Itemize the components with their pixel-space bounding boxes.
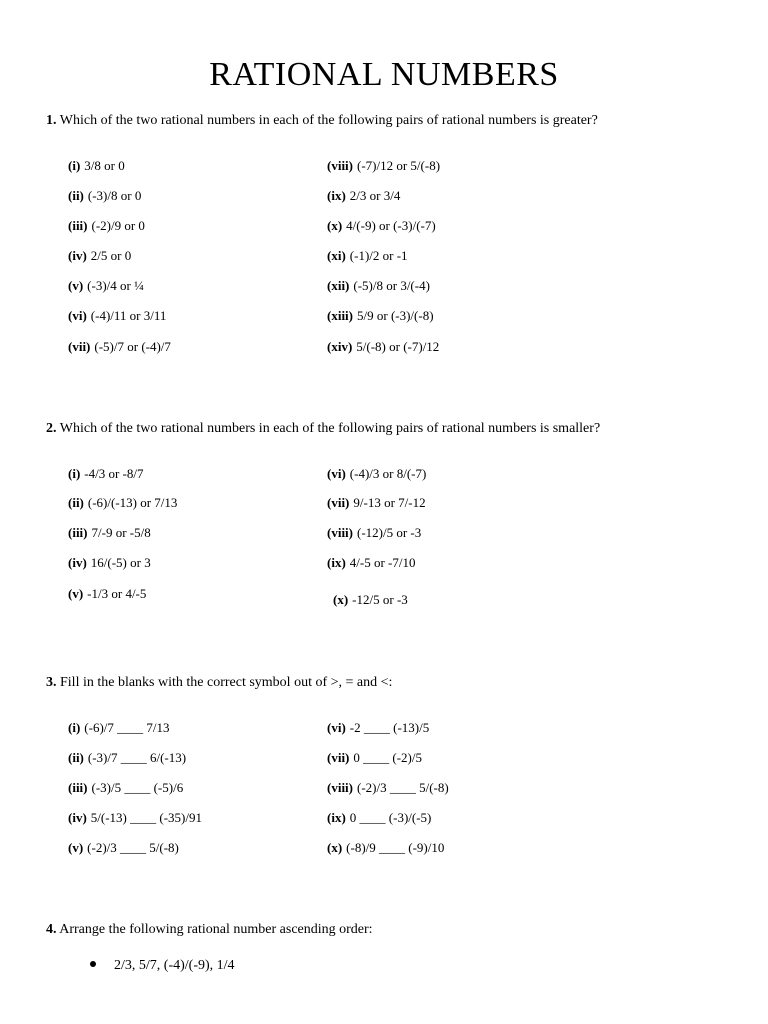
item-text: (-3)/8 or 0 [87,188,142,203]
list-item [68,555,151,571]
item-text: (-3)/5 ____ (-5)/6 [91,780,184,795]
list-item [327,248,408,264]
item-label: (v) [68,840,84,855]
list-item [327,188,400,204]
item-text: 9/-13 or 7/-12 [353,495,426,510]
item-label: (iii) [68,218,88,233]
list-item [327,555,416,571]
item-text: 5/9 or (-3)/(-8) [357,308,434,323]
item-text: -4/3 or -8/7 [84,466,144,481]
item-text: 4/-5 or -7/10 [349,555,416,570]
item-text: (-6)/(-13) or 7/13 [87,495,178,510]
question-number: 2. [46,421,57,436]
item-text: (-6)/7 ____ 7/13 [84,720,170,735]
item-label: (ii) [68,188,84,203]
item-label: (iv) [68,555,87,570]
list-item [327,495,426,511]
question-text: Arrange the following rational number ascending order: [59,922,373,937]
item-label: (x) [327,218,343,233]
list-item [68,720,170,736]
item-text: 16/(-5) or 3 [90,555,151,570]
item-text: (-2)/9 or 0 [91,218,145,233]
item-label: (xi) [327,248,346,263]
list-item [327,278,430,294]
question-number: 3. [46,675,57,690]
list-item [327,466,426,482]
list-item [68,780,183,796]
question-1 [46,113,598,129]
list-item [68,308,166,324]
item-text: (-3)/4 or ¼ [87,278,144,293]
item-text: (-4)/3 or 8/(-7) [349,466,427,481]
list-item [68,466,144,482]
item-text: 0 ____ (-3)/(-5) [349,810,432,825]
item-text: (-5)/8 or 3/(-4) [353,278,430,293]
question-3 [46,675,392,691]
item-label: (i) [68,466,81,481]
item-text: (-8)/9 ____ (-9)/10 [346,840,445,855]
list-item [327,158,440,174]
list-item [68,495,177,511]
item-text: (-2)/3 ____ 5/(-8) [87,840,179,855]
item-label: (iii) [68,780,88,795]
item-text: 5/(-13) ____ (-35)/91 [90,810,202,825]
item-label: (iv) [68,248,87,263]
item-label: (i) [68,158,81,173]
list-item [68,525,151,541]
item-label: (vii) [68,339,91,354]
item-label: (xiv) [327,339,353,354]
list-item [327,840,444,856]
bullet-text: 2/3, 5/7, (-4)/(-9), 1/4 [114,958,235,973]
list-item [68,278,144,294]
item-label: (vii) [327,750,350,765]
list-item [327,218,436,234]
item-text: (-7)/12 or 5/(-8) [357,158,441,173]
item-label: (vi) [68,308,87,323]
item-label: (viii) [327,158,353,173]
list-item [68,339,171,355]
item-label: (i) [68,720,81,735]
item-text: 0 ____ (-2)/5 [353,750,422,765]
item-label: (ix) [327,810,346,825]
list-item [68,248,131,264]
item-label: (x) [333,592,349,607]
item-label: (ix) [327,555,346,570]
list-item [68,810,202,826]
item-label: (ii) [68,495,84,510]
list-item [333,592,408,608]
bullet-icon [90,961,96,967]
item-text: (-12)/5 or -3 [357,525,422,540]
question-text: Which of the two rational numbers in each of the following pairs of rational numbers is smaller? [59,421,601,436]
item-text: 2/5 or 0 [90,248,132,263]
list-item [327,525,421,541]
list-item [68,158,125,174]
item-label: (iii) [68,525,88,540]
question-text: Fill in the blanks with the correct symbol out of >, = and <: [60,675,393,690]
list-item [68,750,186,766]
list-item [68,218,145,234]
list-item [68,840,179,856]
question-2 [46,421,600,437]
bullet-list [90,958,235,974]
item-label: (xiii) [327,308,353,323]
item-text: 3/8 or 0 [84,158,125,173]
item-label: (vi) [327,466,346,481]
item-text: -1/3 or 4/-5 [87,586,147,601]
question-number: 1. [46,113,57,128]
item-text: -12/5 or -3 [352,592,408,607]
item-text: -2 ____ (-13)/5 [349,720,430,735]
item-text: 2/3 or 3/4 [349,188,401,203]
question-4 [46,922,373,938]
item-label: (ii) [68,750,84,765]
list-item [68,586,146,602]
list-item [327,810,431,826]
item-text: (-5)/7 or (-4)/7 [94,339,171,354]
item-label: (xii) [327,278,350,293]
item-label: (iv) [68,810,87,825]
item-label: (ix) [327,188,346,203]
list-item [327,750,422,766]
question-text: Which of the two rational numbers in each of the following pairs of rational numbers is greater? [59,113,598,128]
item-label: (vii) [327,495,350,510]
item-text: (-3)/7 ____ 6/(-13) [87,750,187,765]
item-text: (-2)/3 ____ 5/(-8) [357,780,449,795]
list-item [68,188,141,204]
item-text: (-1)/2 or -1 [349,248,408,263]
item-label: (vi) [327,720,346,735]
list-item [327,780,449,796]
item-label: (v) [68,586,84,601]
question-number: 4. [46,922,57,937]
list-item [327,339,439,355]
item-text: (-4)/11 or 3/11 [90,308,167,323]
item-text: 4/(-9) or (-3)/(-7) [346,218,436,233]
item-text: 7/-9 or -5/8 [91,525,151,540]
list-item [327,308,434,324]
item-label: (x) [327,840,343,855]
item-label: (v) [68,278,84,293]
item-text: 5/(-8) or (-7)/12 [356,339,440,354]
list-item [327,720,429,736]
item-label: (viii) [327,525,353,540]
page-title: RATIONAL NUMBERS [209,56,559,93]
item-label: (viii) [327,780,353,795]
